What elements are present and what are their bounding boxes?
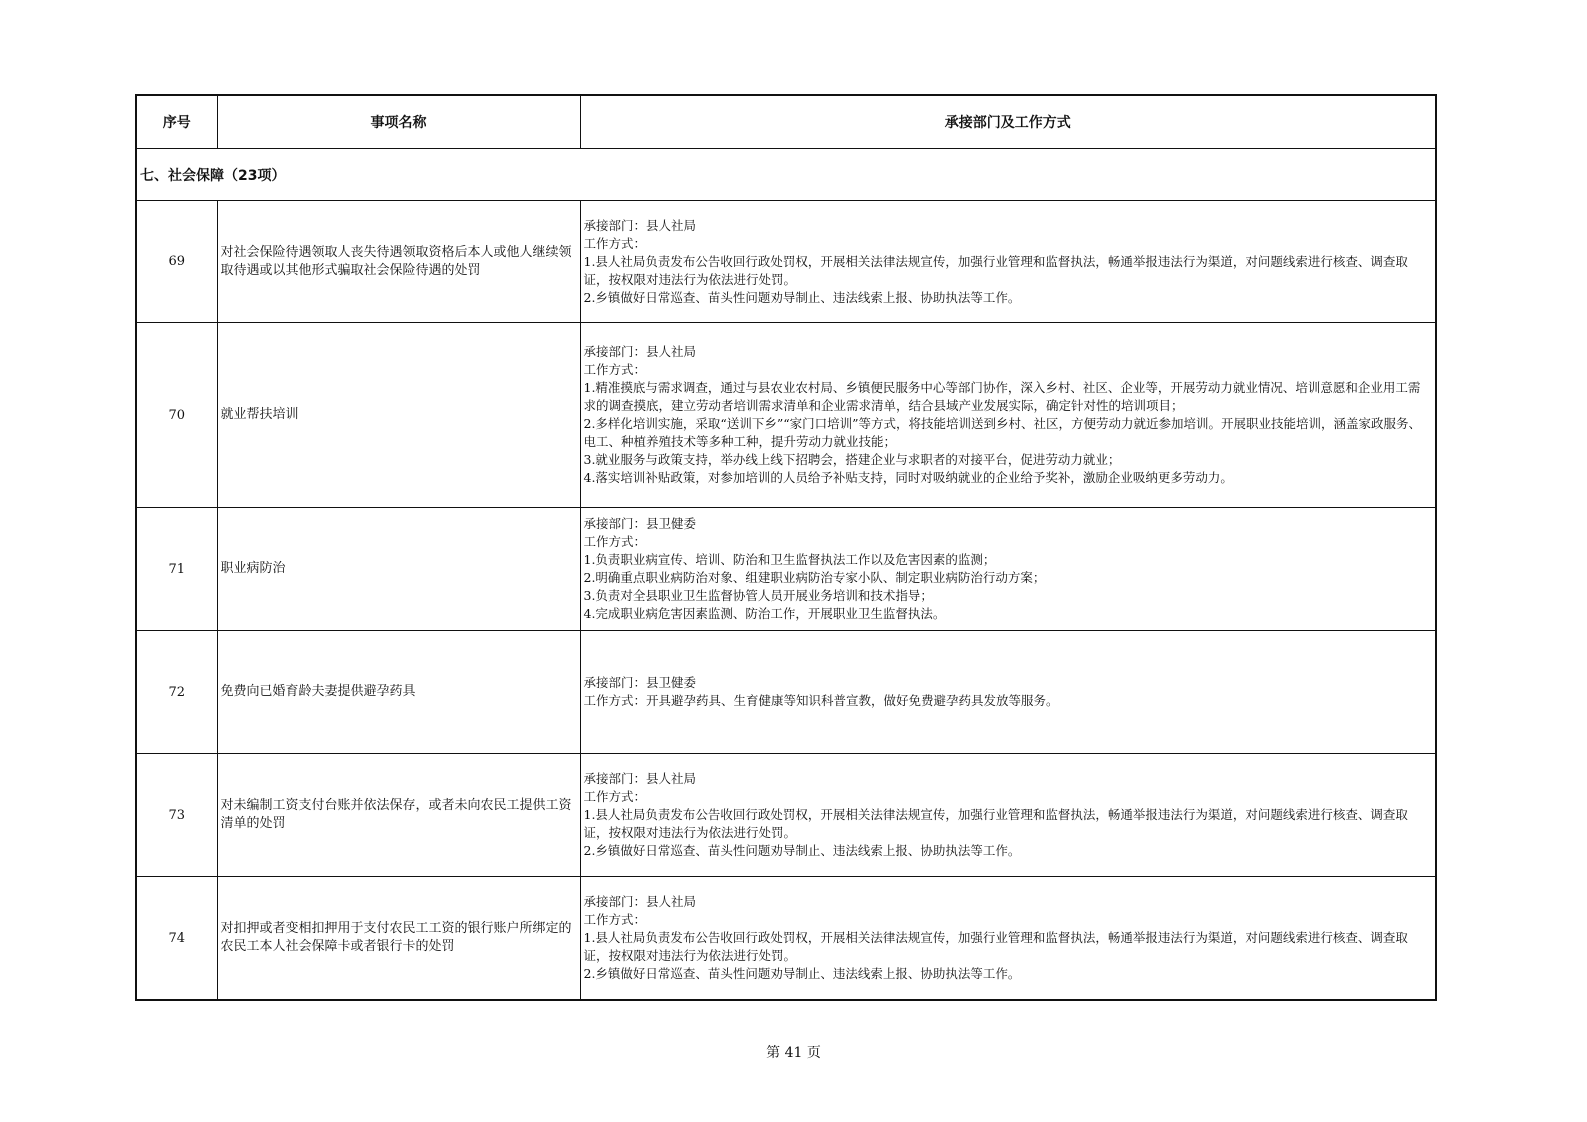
detail-line: 2.多样化培训实施，采取“送训下乡”“家门口培训”等方式，将技能培训送到乡村、社区，方便劳动力就近参加培训。开展职业技能培训，涵盖家政服务、电工、种植养殖技术等多种工种，提升劳动力就业技能；	[583, 416, 1421, 449]
detail-line: 3.负责对全县职业卫生监督协管人员开展业务培训和技术指导；	[583, 588, 933, 603]
row-seq: 73	[136, 754, 217, 877]
header-item-name: 事项名称	[217, 95, 580, 149]
detail-line: 1.县人社局负责发布公告收回行政处罚权，开展相关法律法规宣传，加强行业管理和监督执法，畅通举报违法行为渠道，对问题线索进行核查、调查取证，按权限对违法行为依法进行处罚。	[583, 807, 1408, 840]
table-header-row	[136, 95, 1436, 149]
detail-line: 2.明确重点职业病防治对象、组建职业病防治专家小队、制定职业病防治行动方案；	[583, 570, 1046, 585]
row-item-name: 对扣押或者变相扣押用于支付农民工工资的银行账户所绑定的农民工本人社会保障卡或者银行卡的处罚	[217, 877, 580, 1001]
row-detail	[580, 323, 1436, 508]
section-title: 七、社会保障（23项）	[136, 149, 1436, 201]
items-table	[135, 94, 1437, 1001]
table-row	[136, 877, 1436, 1001]
detail-line: 承接部门：县人社局	[583, 217, 697, 233]
row-item-name: 就业帮扶培训	[217, 323, 580, 508]
detail-line: 承接部门：县人社局	[583, 894, 697, 909]
detail-line: 3.就业服务与政策支持，举办线上线下招聘会，搭建企业与求职者的对接平台，促进劳动力就业；	[583, 452, 1121, 467]
detail-line: 工作方式：开具避孕药具、生育健康等知识科普宣教，做好免费避孕药具发放等服务。	[583, 693, 1059, 708]
row-item-name: 对社会保险待遇领取人丧失待遇领取资格后本人或他人继续领取待遇或以其他形式骗取社会保险待遇的处罚	[217, 201, 580, 323]
detail-line: 4.落实培训补贴政策，对参加培训的人员给予补贴支持，同时对吸纳就业的企业给予奖补，激励企业吸纳更多劳动力。	[583, 470, 1233, 485]
row-seq: 69	[136, 201, 217, 323]
page-number: 第 41 页	[766, 1045, 821, 1061]
detail-line: 1.负责职业病宣传、培训、防治和卫生监督执法工作以及危害因素的监测；	[583, 552, 996, 567]
detail-line: 1.县人社局负责发布公告收回行政处罚权，开展相关法律法规宣传，加强行业管理和监督执法，畅通举报违法行为渠道，对问题线索进行核查、调查取证，按权限对违法行为依法进行处罚。	[583, 930, 1408, 963]
table-row	[136, 201, 1436, 323]
detail-line: 2.乡镇做好日常巡查、苗头性问题劝导制止、违法线索上报、协助执法等工作。	[583, 289, 1021, 305]
detail-line: 承接部门：县人社局	[583, 771, 697, 786]
detail-line: 1.县人社局负责发布公告收回行政处罚权，开展相关法律法规宣传，加强行业管理和监督执法，畅通举报违法行为渠道，对问题线索进行核查、调查取证，按权限对违法行为依法进行处罚。	[583, 253, 1408, 287]
table-row	[136, 323, 1436, 508]
row-seq: 72	[136, 631, 217, 754]
detail-line: 工作方式：	[583, 534, 647, 549]
detail-line: 工作方式：	[583, 789, 647, 804]
row-detail	[580, 201, 1436, 323]
row-seq: 70	[136, 323, 217, 508]
detail-line: 工作方式：	[583, 235, 647, 251]
section-row	[136, 149, 1436, 201]
detail-line: 2.乡镇做好日常巡查、苗头性问题劝导制止、违法线索上报、协助执法等工作。	[583, 966, 1021, 981]
detail-line: 工作方式：	[583, 912, 647, 927]
detail-line: 工作方式：	[583, 362, 647, 377]
row-seq: 71	[136, 508, 217, 631]
detail-line: 承接部门：县卫健委	[583, 675, 697, 690]
header-dept-method: 承接部门及工作方式	[580, 95, 1436, 149]
table-row	[136, 508, 1436, 631]
detail-line: 承接部门：县卫健委	[583, 516, 697, 531]
row-item-name: 对未编制工资支付台账并依法保存，或者未向农民工提供工资清单的处罚	[217, 754, 580, 877]
row-detail	[580, 754, 1436, 877]
table-row	[136, 631, 1436, 754]
row-item-name: 职业病防治	[217, 508, 580, 631]
row-detail	[580, 877, 1436, 1001]
row-detail	[580, 631, 1436, 754]
table-row	[136, 754, 1436, 877]
detail-line: 2.乡镇做好日常巡查、苗头性问题劝导制止、违法线索上报、协助执法等工作。	[583, 843, 1021, 858]
row-detail	[580, 508, 1436, 631]
header-seq: 序号	[136, 95, 217, 149]
detail-line: 4.完成职业病危害因素监测、防治工作，开展职业卫生监督执法。	[583, 606, 946, 621]
row-item-name: 免费向已婚育龄夫妻提供避孕药具	[217, 631, 580, 754]
document-table-container	[135, 94, 1435, 1001]
row-seq: 74	[136, 877, 217, 1001]
detail-line: 1.精准摸底与需求调查，通过与县农业农村局、乡镇便民服务中心等部门协作，深入乡村、社区、企业等，开展劳动力就业情况、培训意愿和企业用工需求的调查摸底，建立劳动者培训需求清单和企业需求清单，结合县域产业发展实际，确定针对性的培训项目；	[583, 380, 1421, 413]
detail-line: 承接部门：县人社局	[583, 344, 697, 359]
